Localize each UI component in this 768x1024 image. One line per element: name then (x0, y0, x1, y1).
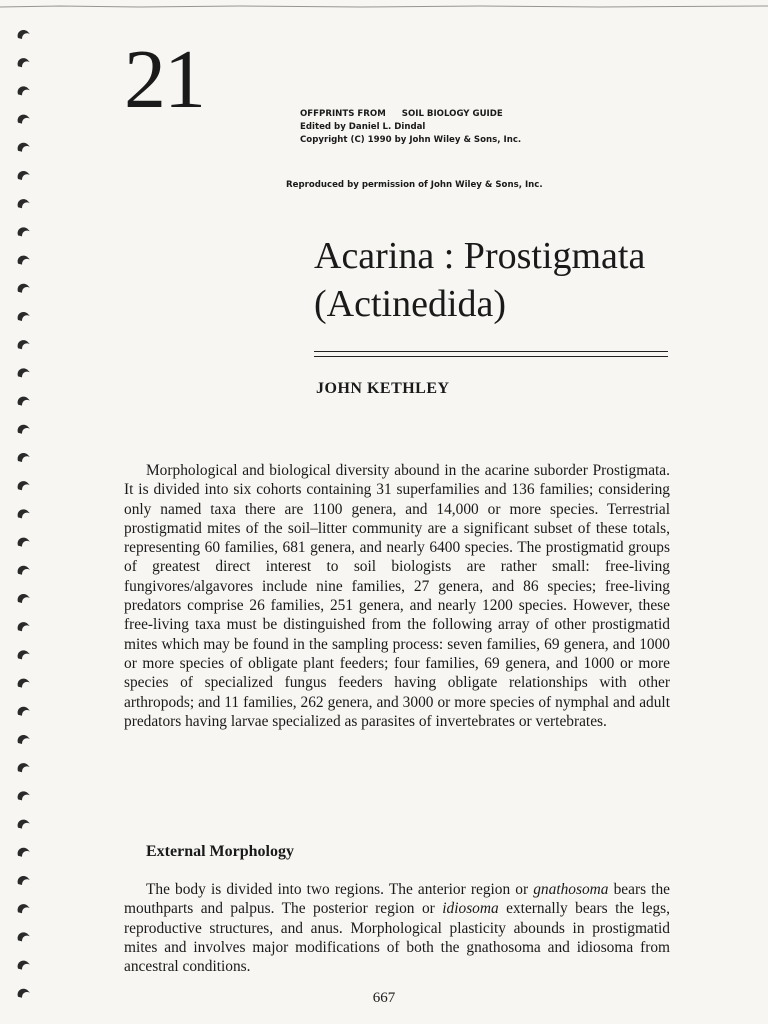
offprint-editor: Edited by Daniel L. Dindal (300, 122, 426, 132)
binding-ring-mark (18, 481, 30, 490)
binding-ring-mark (18, 115, 30, 124)
binding-ring-mark (18, 340, 30, 349)
section-heading: External Morphology (146, 843, 294, 860)
chapter-title (314, 232, 645, 328)
binding-ring-mark (18, 143, 30, 152)
chapter-title-line-2: (Actinedida) (314, 283, 507, 325)
binding-ring-mark (18, 820, 30, 829)
binding-ring-mark (18, 848, 30, 857)
binding-ring-mark (18, 679, 30, 688)
intro-paragraph: Morphological and biological diversity abound in the acarine suborder Prostigmata. It is divided into six cohorts containing 31 superfamilies and 136 families; considering only named taxa there are 1100 genera, and 14,000 or more species. Terrestrial prostigmatid mites of the soil–litter community are a significant subset of these totals, representing 60 families, 681 genera, and nearly 6400 species. The prostigmatid groups of greatest direct interest to soil biologists are rather small: free-living fungivores/algavores include nine families, 27 genera, and 86 species; free-living predators comprise 26 families, 251 genera, and nearly 1200 species. However, these free-living taxa must be distinguished from the following array of other prostigmatid mites which may be found in the sampling process: seven families, 69 genera, and 1000 or more species of obligate plant feeders; four families, 69 genera, and 1000 or more species of specialized fungus feeders having obligate relationships with other arthropods; and 11 families, 262 genera, and 3000 or more species of nymphal and adult predators having larvae specialized as parasites of invertebrates or vertebrates. (124, 462, 670, 730)
binding-ring-mark (18, 453, 30, 462)
binding-ring-mark (18, 171, 30, 180)
binding-ring-mark (18, 932, 30, 941)
title-rule-top (314, 351, 668, 352)
permission-notice: Reproduced by permission of John Wiley & Sons, Inc. (286, 180, 543, 190)
binding-ring-mark (18, 622, 30, 631)
binding-ring-mark (18, 284, 30, 293)
binding-ring-mark (18, 538, 30, 547)
morphology-text-2: bears the mouthparts and palpus. The posterior region or (124, 881, 670, 918)
offprint-notice (300, 108, 521, 147)
binding-ring-mark (18, 30, 30, 39)
binding-ring-mark (18, 199, 30, 208)
binding-ring-mark (18, 368, 30, 377)
binding-ring-mark (18, 961, 30, 970)
binding-ring-mark (18, 425, 30, 434)
binding-ring-mark (18, 763, 30, 772)
binding-ring-mark (18, 312, 30, 321)
binding-ring-mark (18, 650, 30, 659)
term-gnathosoma: gnathosoma (533, 881, 609, 898)
author-name: JOHN KETHLEY (316, 380, 450, 397)
binding-ring-mark (18, 256, 30, 265)
offprint-label: OFFPRINTS FROM (300, 109, 386, 119)
binding-ring-mark (18, 594, 30, 603)
term-idiosoma: idiosoma (442, 900, 499, 918)
morphology-text-1: The body is divided into two regions. The anterior region or (146, 881, 534, 898)
binding-ring-mark (18, 566, 30, 575)
binding-ring-mark (18, 735, 30, 744)
binding-ring-mark (18, 86, 30, 95)
binding-ring-mark (18, 227, 30, 236)
page-number: 667 (372, 990, 396, 1006)
offprint-copyright: Copyright (C) 1990 by John Wiley & Sons, Inc. (300, 135, 522, 145)
chapter-title-line-1: Acarina : Prostigmata (314, 235, 646, 277)
binding-ring-mark (18, 904, 30, 913)
morphology-paragraph (124, 880, 670, 976)
binding-ring-mark (18, 58, 30, 67)
binding-ring-mark (18, 509, 30, 518)
chapter-number: 21 (124, 33, 204, 126)
binding-ring-mark (18, 397, 30, 406)
spiral-binding-marks (12, 24, 42, 1014)
binding-ring-mark (18, 707, 30, 716)
scan-edge-line (0, 4, 768, 10)
offprint-book-title: SOIL BIOLOGY GUIDE (401, 109, 503, 119)
binding-ring-mark (18, 876, 30, 885)
morphology-text-3: externally bears the legs, reproductive structures, and anus. Morphological plasticity abounds in prostigmatid mites and involves major modifications of both the gnathosoma and idiosoma from ancestral conditions. (124, 900, 670, 976)
title-rule-bottom (314, 356, 668, 357)
binding-ring-mark (18, 791, 30, 800)
